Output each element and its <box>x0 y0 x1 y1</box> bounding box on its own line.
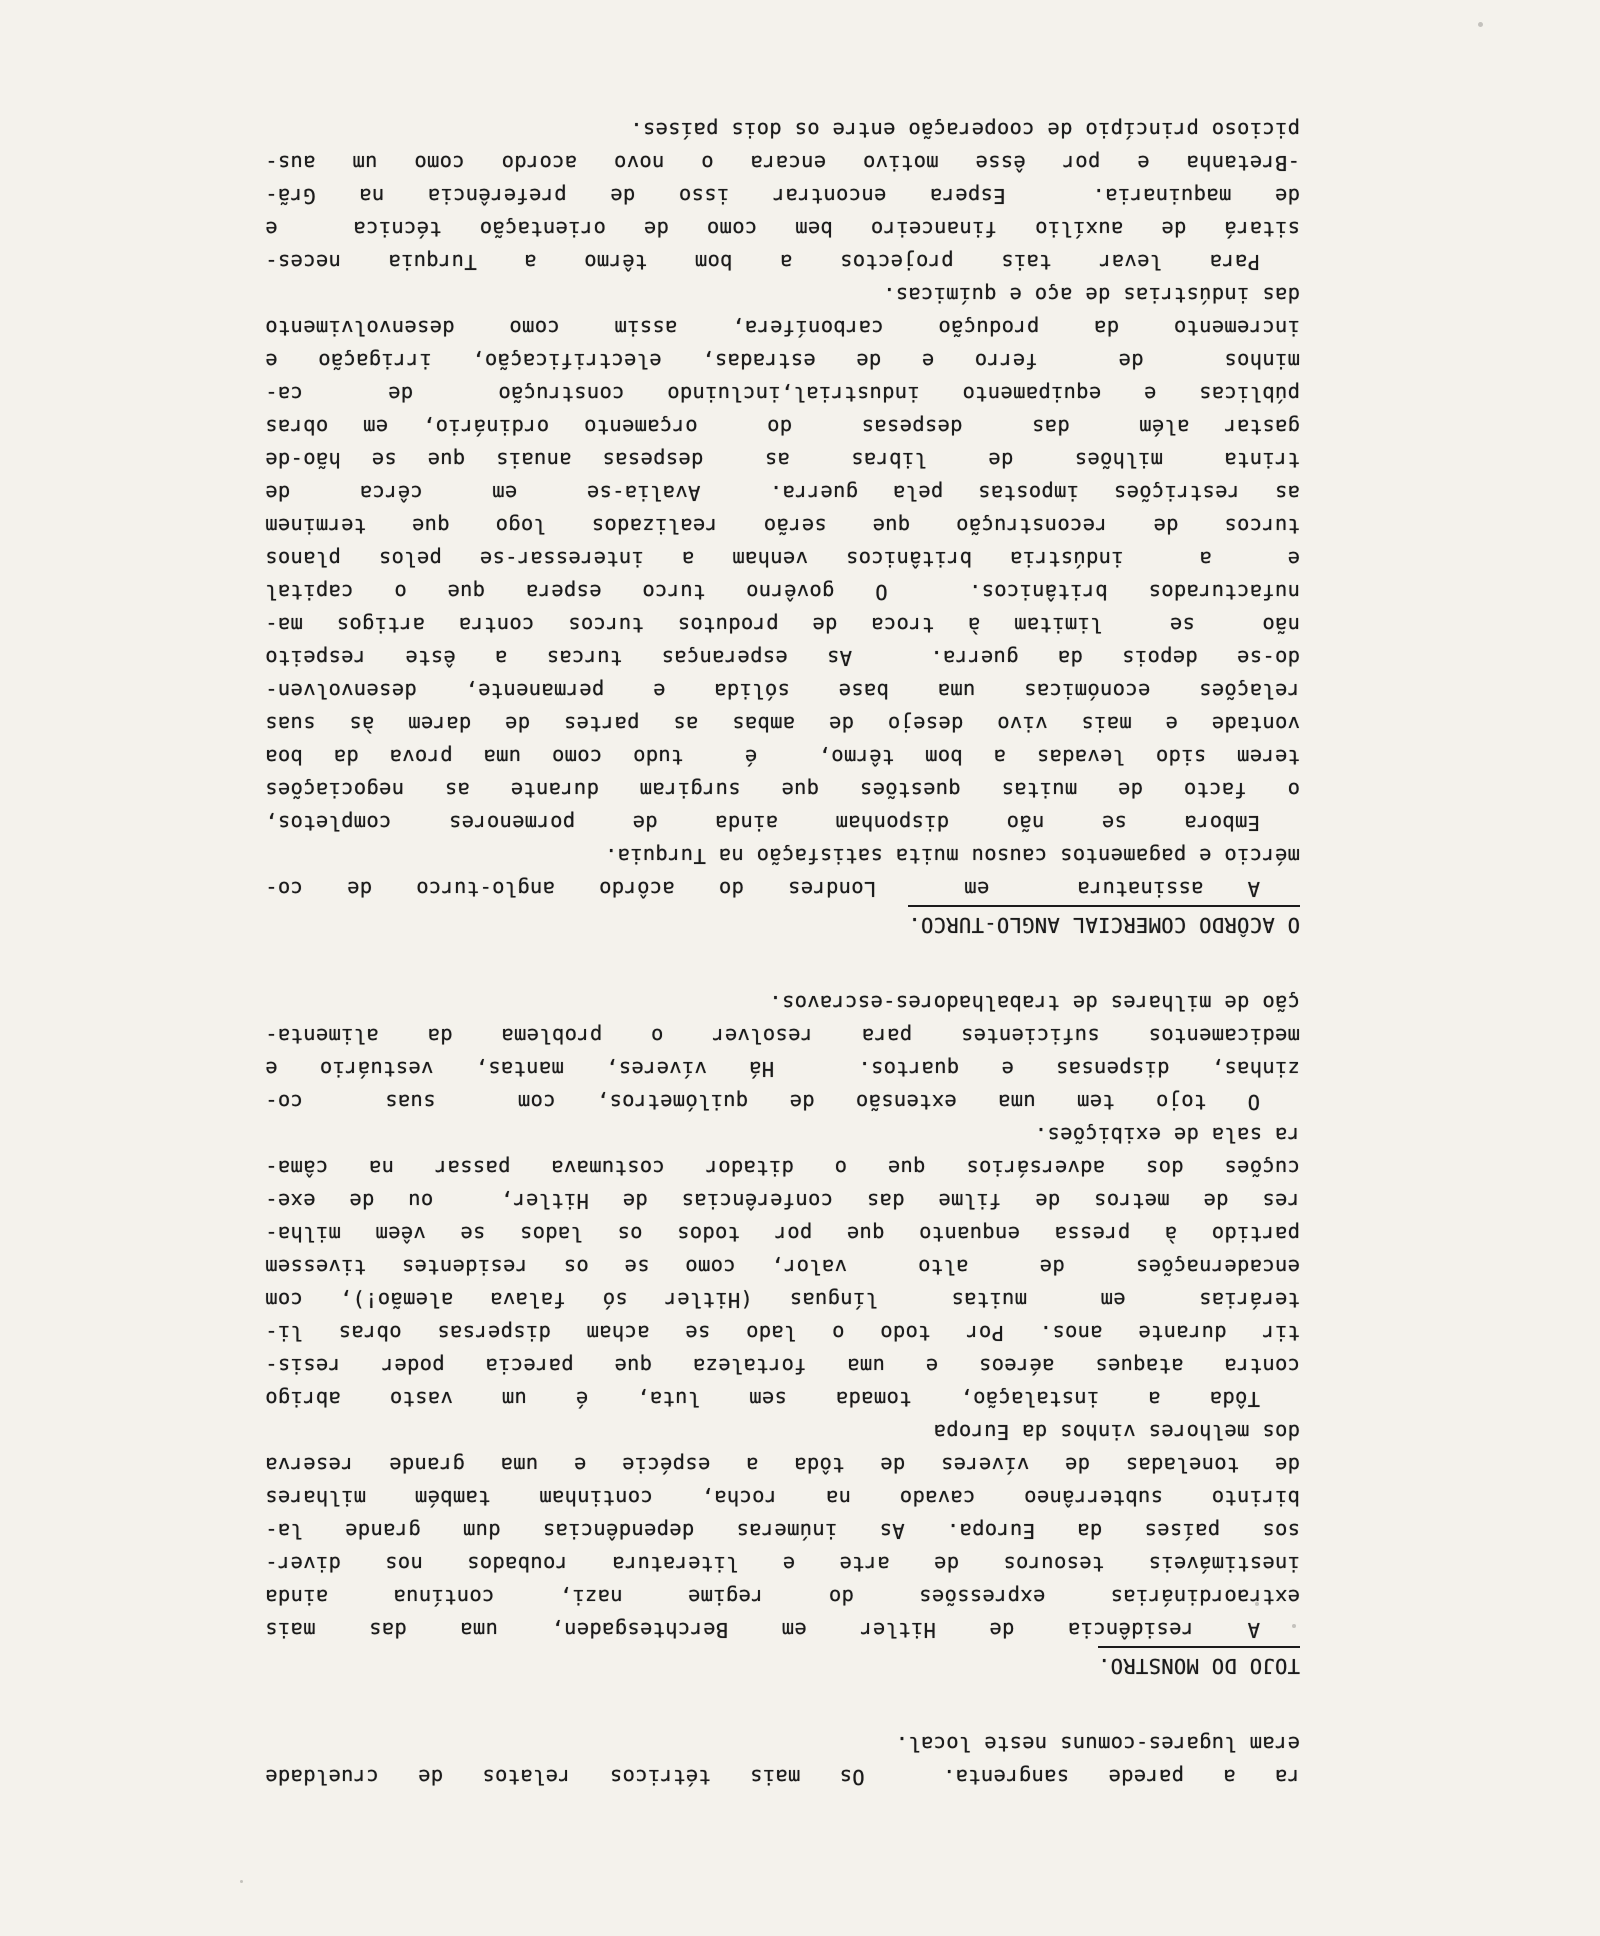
paper-speck <box>240 1880 243 1883</box>
text-line: medicamentos suficientes para resolver o problema da alimenta- <box>265 1024 1300 1048</box>
text-line: vontade e mais vivo desejo de ambas as partes de darem às suas <box>265 712 1300 736</box>
text-line: res de metros de filme das conferências de Hitler, ou de exe- <box>265 1189 1300 1213</box>
text-line: relações económicas uma base sólida e permanente, desenvolven- <box>265 679 1300 703</box>
paper-speck <box>1478 22 1483 27</box>
text-line: contra ataques aéreos e uma fortaleza que parecia poder resis- <box>265 1354 1300 1378</box>
text-line: sitará de auxílio financeiro bem como de orientação técnica e <box>265 217 1300 241</box>
text-line: picioso princípio de cooperação entre os dois países. <box>629 118 1300 142</box>
text-line: terem sido levadas a bom têrmo, é tudo como uma prova da boa <box>265 745 1300 769</box>
text-line: ra a parede sangrenta. Os mais tétricos relatos de crueldade <box>265 1765 1300 1789</box>
text-line: sos países da Europa. As inúmeras dependências dum grande la- <box>265 1519 1300 1543</box>
text-line: minhos de ferro e de estradas, electrificação, irrigação e <box>265 349 1300 373</box>
text-line: públicas e equipamento industrial,incluindo construção de ca- <box>265 382 1300 406</box>
text-line: de toneladas de víveres de tôda a espécie e uma grande reserva <box>265 1453 1300 1477</box>
text-line: do-se depois da guerra. As esperanças turcas a êste respeito <box>265 646 1300 670</box>
text-line: Tôda a instalação, tomada sem luta, é um vasto abrigo <box>265 1387 1260 1411</box>
text-line: zinhas, dispensas e quartos. Há víveres, mantas, vestuário e <box>265 1057 1300 1081</box>
text-line: inestimáveis tesouros de arte e literatura roubados nos diver- <box>265 1552 1300 1576</box>
text-line: Embora se não disponham ainda de pormenores completos, <box>265 811 1260 835</box>
typewritten-text <box>265 113 1300 1793</box>
text-line: de maquinaria. Espera encontrar isso de preferência na Grã- <box>265 184 1300 208</box>
text-line: birinto subterrâneo cavado na rocha, continham também milhares <box>265 1486 1300 1510</box>
text-line: partido à pressa enquanto que por todos os lados se vêem milha- <box>265 1222 1300 1246</box>
text-line: o facto de muitas questões que surgiram durante as negociações <box>265 778 1300 802</box>
text-line: as restrições impostas pela guerra. Avalia-se em cêrca de <box>265 481 1300 505</box>
text-line: extraordinárias expressões do regime nazi, contínua ainda <box>265 1585 1300 1609</box>
text-line: eram lugares-comuns neste local. <box>895 1732 1300 1756</box>
text-line: trinta milhões de libras as despesas anuais que se hão-de <box>265 448 1300 472</box>
text-line: gastar além das despesas do orçamento ordinário, em obras <box>265 415 1300 439</box>
text-line: mércio e pagamentos causou muita satisfação na Turquia. <box>604 844 1300 868</box>
text-line: cuções dos adversários que o ditador costumava passar na câma- <box>265 1156 1300 1180</box>
text-line: não se limitam à troca de produtos turcos contra artigos ma- <box>265 613 1300 637</box>
text-line: -Bretanha e por êsse motivo encara o novo acordo como um aus- <box>265 151 1300 175</box>
text-line: incremento da produção carbonífera, assim como desenvolvimento <box>265 316 1300 340</box>
text-line: Para levar tais projectos a bom têrmo a Turquia neces- <box>265 250 1260 274</box>
text-line: A residência de Hitler em Berchtesgaden, uma das mais <box>265 1618 1260 1642</box>
paper-speck <box>1255 1602 1259 1606</box>
text-line: e a indústria britânicos venham a interessar-se pelos planos <box>265 547 1300 571</box>
text-line: ra sala de exibições. <box>1034 1123 1300 1147</box>
text-line: terárias em muitas línguas (Hitler só falava alemão!), com <box>265 1288 1300 1312</box>
paper-speck <box>1292 1624 1296 1628</box>
text-line: O tojo tem uma extensão de quilómetros, com suas co- <box>265 1090 1260 1114</box>
text-line: das indústrias de aço e químicas. <box>882 283 1300 307</box>
text-line: ção de milhares de trabalhadores-escravos. <box>769 991 1300 1015</box>
section-heading: O ACÔRDO COMERCIAL ANGLO-TURCO. <box>908 905 1300 940</box>
section-heading: TOJO DO MONSTRO. <box>1098 1646 1300 1681</box>
text-line: tir durante anos. Por todo o lado se acham dispersas obras li- <box>265 1321 1300 1345</box>
text-line: dos melhores vinhos da Europa <box>933 1420 1300 1444</box>
text-line: turcos de reconstrução que serão realizados logo que terminem <box>265 514 1300 538</box>
text-line: encadernações de alto valor, como se os residentes tivessem <box>265 1255 1300 1279</box>
text-line: nufacturados britânicos. O govêrno turco espera que o capital <box>265 580 1300 604</box>
text-line: A assinatura em Londres do acôrdo anglo-turco de co- <box>265 877 1260 901</box>
